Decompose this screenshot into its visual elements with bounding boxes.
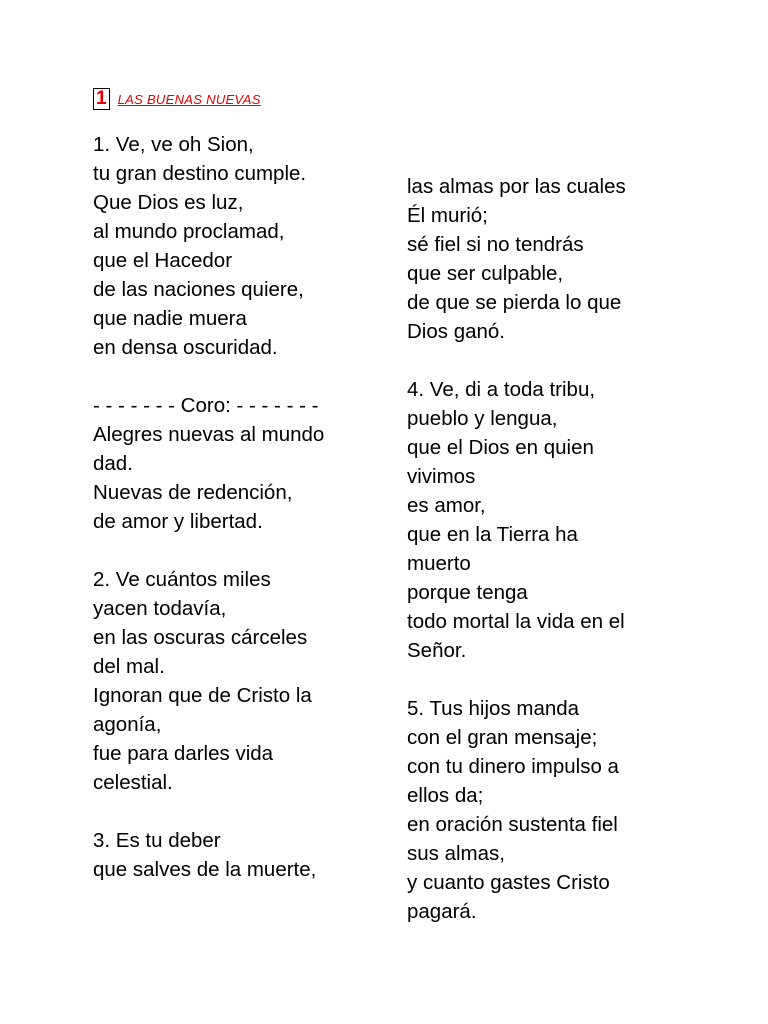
hymn-title-link[interactable]: LAS BUENAS NUEVAS xyxy=(117,91,261,107)
lyrics-right-column xyxy=(407,172,677,926)
lyric-line: todo mortal la vida en el xyxy=(407,610,625,633)
stanza-gap xyxy=(93,797,373,826)
lyric-line: celestial. xyxy=(93,771,173,794)
lyric-line: del mal. xyxy=(93,655,165,678)
hymn-header xyxy=(93,88,261,110)
lyric-line: que salves de la muerte, xyxy=(93,858,317,881)
lyric-line: sé fiel si no tendrás xyxy=(407,233,584,256)
lyric-line: pueblo y lengua, xyxy=(407,407,558,430)
lyric-line: vivimos xyxy=(407,465,476,488)
lyric-line: 3. Es tu deber xyxy=(93,829,221,852)
hymn-number: 1 xyxy=(93,88,110,110)
lyric-line: sus almas, xyxy=(407,842,505,865)
lyric-line: de las naciones quiere, xyxy=(93,278,304,301)
lyric-line: Señor. xyxy=(407,639,467,662)
lyric-line: 4. Ve, di a toda tribu, xyxy=(407,378,596,401)
lyric-line: muerto xyxy=(407,552,471,575)
stanza-gap xyxy=(407,346,677,375)
lyric-line: que ser culpable, xyxy=(407,262,564,285)
lyric-line: yacen todavía, xyxy=(93,597,227,620)
lyric-line: es amor, xyxy=(407,494,486,517)
lyric-line: porque tenga xyxy=(407,581,528,604)
lyric-line: Que Dios es luz, xyxy=(93,191,244,214)
lyric-line: - - - - - - - Coro: - - - - - - - xyxy=(93,394,319,417)
lyric-line: tu gran destino cumple. xyxy=(93,162,307,185)
lyric-line: al mundo proclamad, xyxy=(93,220,285,243)
lyric-line: en oración sustenta fiel xyxy=(407,813,618,836)
lyrics-left-column xyxy=(93,130,373,884)
lyric-line: en las oscuras cárceles xyxy=(93,626,308,649)
lyric-line: Ignoran que de Cristo la xyxy=(93,684,312,707)
lyric-line: en densa oscuridad. xyxy=(93,336,278,359)
lyric-line: Nuevas de redención, xyxy=(93,481,293,504)
lyric-line: Dios ganó. xyxy=(407,320,506,343)
lyric-line: las almas por las cuales xyxy=(407,175,626,198)
lyric-line: con el gran mensaje; xyxy=(407,726,598,749)
lyric-line: fue para darles vida xyxy=(93,742,274,765)
stanza-gap xyxy=(93,536,373,565)
lyric-line: y cuanto gastes Cristo xyxy=(407,871,610,894)
lyric-line: Él murió; xyxy=(407,204,488,227)
stanza-gap xyxy=(93,362,373,391)
lyric-line: 5. Tus hijos manda xyxy=(407,697,580,720)
lyric-line: que el Hacedor xyxy=(93,249,233,272)
lyric-line: que el Dios en quien xyxy=(407,436,594,459)
lyric-line: 2. Ve cuántos miles xyxy=(93,568,271,591)
lyric-line: de amor y libertad. xyxy=(93,510,263,533)
lyric-line: pagará. xyxy=(407,900,477,923)
lyric-line: dad. xyxy=(93,452,133,475)
lyric-line: ellos da; xyxy=(407,784,484,807)
lyric-line: agonía, xyxy=(93,713,162,736)
lyric-line: Alegres nuevas al mundo xyxy=(93,423,325,446)
stanza-gap xyxy=(407,665,677,694)
lyric-line: que nadie muera xyxy=(93,307,247,330)
lyric-line: que en la Tierra ha xyxy=(407,523,578,546)
lyric-line: con tu dinero impulso a xyxy=(407,755,619,778)
lyric-line: 1. Ve, ve oh Sion, xyxy=(93,133,254,156)
lyric-line: de que se pierda lo que xyxy=(407,291,622,314)
